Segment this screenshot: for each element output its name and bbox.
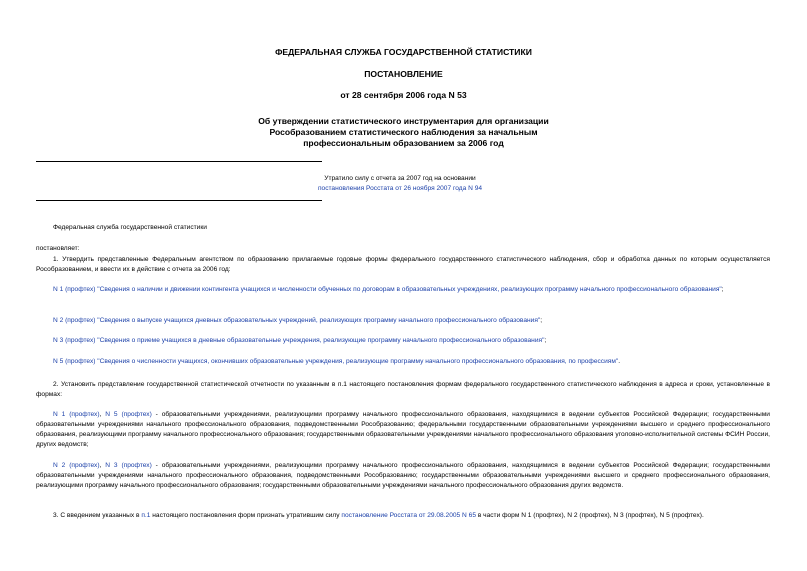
paragraph-2: 2. Установить представление государственной статистической отчетности по указанным в п.1 настоящего постановления формам федерального государственного статистического наблюдения в адреса и сроки, установленные в формах: <box>36 381 770 398</box>
document-date-number: от 28 сентября 2006 года N 53 <box>340 90 467 100</box>
p3-clause-link[interactable]: п.1 <box>141 512 151 519</box>
p2a-form-1-link[interactable]: N 1 (профтех) <box>53 411 100 418</box>
form-5-title-link[interactable]: "Сведения о численности учащихся, окончивших образовательные учреждения, реализующие программу начального профессионального образования, по профессиям" <box>97 358 619 365</box>
form-3-end: ; <box>544 337 547 344</box>
form-item-2 <box>36 316 770 326</box>
form-1-title-link[interactable]: "Сведения о наличии и движении контингента учащихся и численности обученных по договорам в образовательных учреждениях, реализующих программу начального профессионального образования" <box>97 286 722 293</box>
status-note-link[interactable]: постановления Росстата от 26 ноября 2007 года N 94 <box>317 185 483 192</box>
form-item-5 <box>36 357 770 367</box>
agency-name: ФЕДЕРАЛЬНАЯ СЛУЖБА ГОСУДАРСТВЕННОЙ СТАТИСТИКИ <box>275 47 532 57</box>
paragraph-2b <box>36 461 770 491</box>
p3-text-c: в части форм N 1 (профтех), N 2 (профтех), N 3 (профтех), N 5 (профтех). <box>475 512 704 519</box>
document-title-line-3: профессиональным образованием за 2006 год <box>303 138 504 148</box>
document-type: ПОСТАНОВЛЕНИЕ <box>364 69 443 79</box>
paragraph-3 <box>36 511 770 521</box>
p2a-text: - образовательными учреждениями, реализующими программу начального профессионального образования, находящимися в ведении субъектов Российской Федерации; государственными образовательными учреждениями начального профессионального образования, подведомственными Рособразованию; федеральными государственными образовательными учреждениями высшего и среднего профессионального образования, реализующими программу начального профессионального образования; государственными образовательными учреждениями начального профессионального образования уголовно-исполнительной системы ФСИН России, других ведомств; <box>36 411 770 448</box>
p3-text-a: 3. С введением указанных в <box>53 512 142 519</box>
form-2-link[interactable]: N 2 (профтех) <box>53 317 96 324</box>
p2a-form-5-link[interactable]: N 5 (профтех) <box>105 411 152 418</box>
p2b-form-3-link[interactable]: N 3 (профтех) <box>105 462 152 469</box>
form-1-link[interactable]: N 1 (профтех) <box>53 286 96 293</box>
form-item-3 <box>36 336 770 346</box>
form-2-title-link[interactable]: "Сведения о выпуске учащихся дневных образовательных учреждений, реализующих программу начального профессионального образования" <box>97 317 541 324</box>
paragraph-1: 1. Утвердить представленные Федеральным агентством по образованию прилагаемые годовые формы федерального государственного статистического наблюдения, сбор и обработка данных по которым осуществляется Рособразованием, и ввести их в действие с отчета за 2006 год: <box>36 256 770 273</box>
status-note-text: Утратило силу с отчета за 2007 год на основании <box>324 175 476 182</box>
form-2-end: ; <box>540 317 543 324</box>
form-item-1 <box>36 285 770 295</box>
form-1-end: ; <box>721 286 724 293</box>
divider-top <box>36 161 322 162</box>
divider-bottom <box>36 200 322 201</box>
form-3-title-link[interactable]: "Сведения о приеме учащихся в дневные образовательные учреждения, реализующие программу начального профессионального образования" <box>97 337 545 344</box>
form-5-link[interactable]: N 5 (профтех) <box>53 358 96 365</box>
issuer-line: Федеральная служба государственной статистики <box>53 224 207 231</box>
document-title-line-1: Об утверждении статистического инструментария для организации <box>258 116 549 126</box>
form-5-end: . <box>618 358 621 365</box>
document-title-line-2: Рособразованием статистического наблюдения за начальным <box>269 127 538 137</box>
form-3-link[interactable]: N 3 (профтех) <box>53 337 96 344</box>
p2a-separator: , <box>99 411 106 418</box>
p3-decree-link[interactable]: постановление Росстата от 29.08.2005 N 65 <box>341 512 476 519</box>
status-note-link-row <box>180 184 620 193</box>
p3-text-b: настоящего постановления форм признать утратившим силу <box>150 512 342 519</box>
p2b-form-2-link[interactable]: N 2 (профтех) <box>53 462 100 469</box>
p2b-separator: , <box>99 462 106 469</box>
p2b-text: - образовательными учреждениями, реализующими программу начального профессионального образования, находящимися в ведении субъектов Российской Федерации; государственными образовательными учреждениями начального профессионального образования, подведомственными Рособразованию; государственными образовательными учреждениями высшего и среднего профессионального образования, реализующими программу начального профессионального образования; государственными образовательными учреждениями начального профессионального образования других ведомств. <box>36 462 770 489</box>
paragraph-2a <box>36 410 770 450</box>
decrees-line: постановляет: <box>36 245 80 252</box>
